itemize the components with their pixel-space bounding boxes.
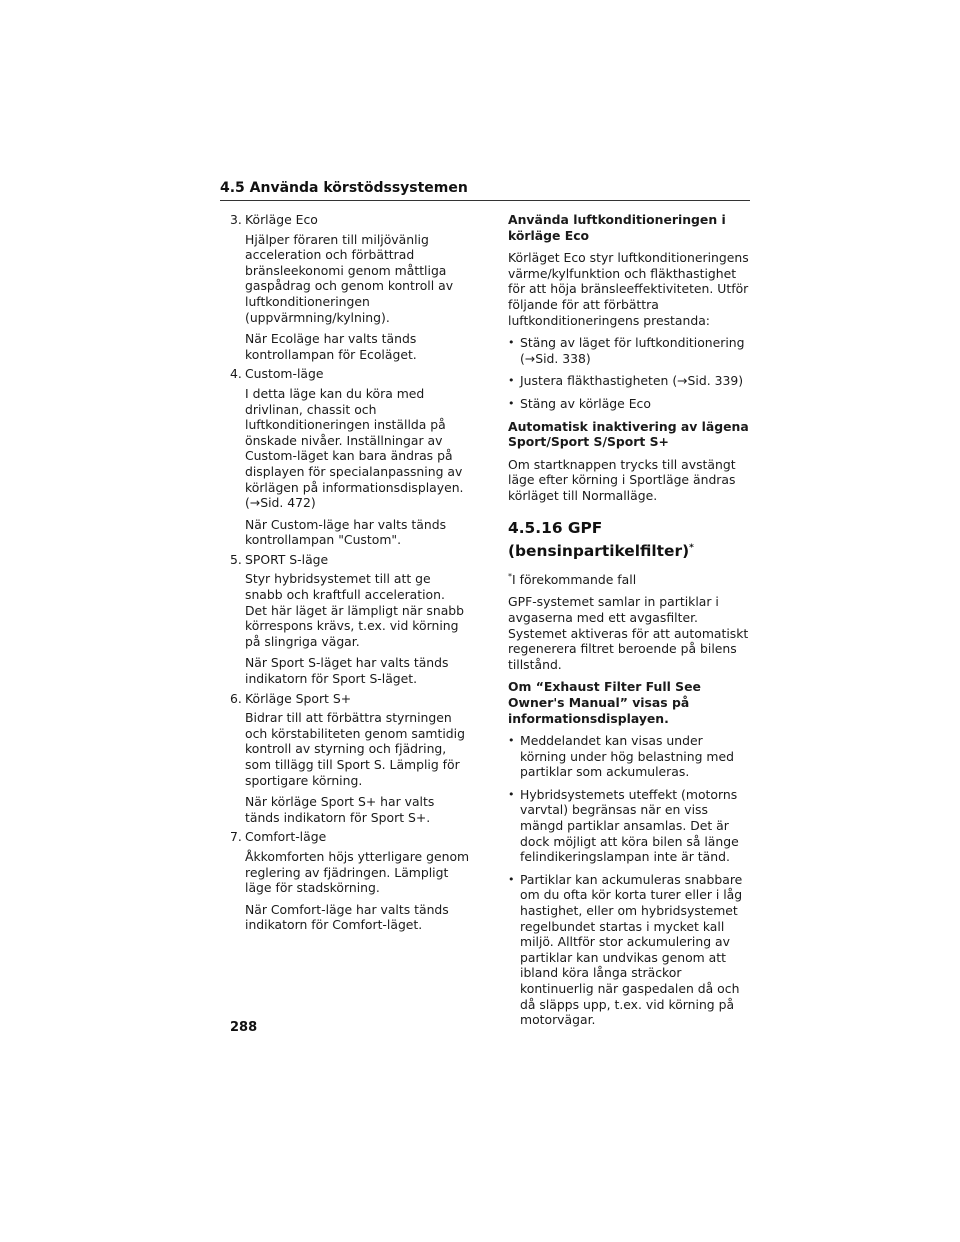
item-number: 4. <box>230 366 242 382</box>
ac-eco-text: Körläget Eco styr luftkonditioneringens värme/kylfunktion och fläkthastighet för att höja bränsleeffektiviteten. Utför följande för att förbättra luftkonditioneringens prestanda: <box>508 250 749 328</box>
gpf-description: GPF-systemet samlar in partiklar i avgaserna med ett avgasfilter. Systemet aktiveras för att automatiskt regenerera filtret beroende på bilens tillstånd. <box>508 594 749 672</box>
left-column <box>230 212 470 937</box>
list-item-title <box>230 366 470 382</box>
item-number: 5. <box>230 551 242 567</box>
item-indicator-note: När Comfort-läge har valts tänds indikatorn för Comfort-läget. <box>245 901 449 933</box>
list-item-title <box>230 552 470 568</box>
right-column <box>508 212 750 1035</box>
page-header: 4.5 Använda körstödssystemen <box>220 180 750 201</box>
item-description: Styr hybridsystemet till att ge snabb och kraftfull acceleration. Det här läget är lämpligt när snabb körrespons krävs, t.ex. vid körning på slingriga vägar. <box>245 571 465 649</box>
section-title-text: 4.5.16 GPF (bensinpartikelfilter) <box>508 518 690 560</box>
item-title: Custom-läge <box>245 366 324 382</box>
item-indicator-note: När körläge Sport S+ har valts tänds indikatorn för Sport S+. <box>245 794 435 825</box>
item-indicator-note: När Ecoläge har valts tänds kontrollampan för Ecoläget. <box>245 331 417 362</box>
item-number: 7. <box>230 829 242 845</box>
list-item-title <box>230 691 470 707</box>
item-title: Körläge Sport S+ <box>245 690 352 706</box>
item-description: Bidrar till att förbättra styrningen och körstabiliteten genom samtidig kontroll av styrning och fjädring, som tillägg till Sport S. Lämplig för sportigare körning. <box>245 710 465 788</box>
item-indicator-note: När Custom-läge har valts tänds kontrollampan "Custom". <box>245 516 447 548</box>
section-asterisk: * <box>689 542 694 553</box>
item-number: 3. <box>230 212 242 227</box>
auto-deactivation-text: Om startknappen trycks till avstängt läge efter körning i Sportläge ändras körläget till Normalläge. <box>508 456 736 503</box>
list-item: • Partiklar kan ackumuleras snabbare om du ofta kör korta turer eller i låg hastighet, eller om hybridsystemet regelbundet startas i mycket kall miljö. Alltför stor ackumulering av partiklar kan undvikas genom att ibland köra långa sträckor kontinuerlig när gaspedalen då och då släpps upp, t.ex. vid körning på motorvägar. <box>508 872 750 1028</box>
exhaust-filter-heading: Om “Exhaust Filter Full See Owner's Manual” visas på informationsdisplayen. <box>508 679 701 726</box>
footnote-asterisk: * <box>508 571 512 581</box>
item-title: Comfort-läge <box>245 829 327 845</box>
list-item: • Stäng av körläge Eco <box>508 396 750 412</box>
item-description: Åkkomforten höjs ytterligare genom reglering av fjädringen. Lämpligt läge för stadskörning. <box>245 848 470 896</box>
list-item: • Stäng av läget för luftkonditionering (→Sid. 338) <box>508 335 750 366</box>
list-item: • Justera fläkthastigheten (→Sid. 339) <box>508 373 750 389</box>
footnote-text: I förekommande fall <box>512 571 637 587</box>
availability-footnote <box>508 569 750 588</box>
list-item: • Hybridsystemets uteffekt (motorns varvtal) begränsas när en viss mängd partiklar ansamlas. Det är dock möjligt att köra bilen så länge felindikeringslampan inte är tänd. <box>508 787 750 865</box>
drive-mode-sport-s <box>230 552 470 687</box>
drive-mode-custom <box>230 366 470 548</box>
item-description: I detta läge kan du köra med drivlinan, chassit och luftkonditioneringen inställda på önskade nivåer. Inställningar av Custom-läget kan bara ändras på displayen för specialanpassning av körlägen på informationsdisplayen. (→Sid. 472) <box>245 385 464 511</box>
drive-mode-eco <box>230 212 470 362</box>
page-number: 288 <box>230 1020 258 1035</box>
list-item-title <box>230 212 470 228</box>
item-description: Hjälper föraren till miljövänlig acceleration och förbättrad bränsleekonomi genom måttliga gaspådrag och genom kontroll av luftkonditioneringen (uppvärmning/kylning). <box>245 231 454 325</box>
item-title: Körläge Eco <box>245 212 318 227</box>
drive-mode-sport-s-plus <box>230 691 470 826</box>
auto-deactivation-heading: Automatisk inaktivering av lägena Sport/Sport S/Sport S+ <box>508 418 749 450</box>
drive-mode-comfort <box>230 829 470 933</box>
item-number: 6. <box>230 690 242 706</box>
item-indicator-note: När Sport S-läget har valts tänds indikatorn för Sport S-läget. <box>245 655 449 687</box>
ac-eco-heading: Använda luftkonditioneringen i körläge Eco <box>508 212 726 243</box>
list-item-title <box>230 829 470 845</box>
item-title: SPORT S-läge <box>245 551 329 567</box>
section-title-gpf <box>508 518 750 561</box>
list-item: • Meddelandet kan visas under körning under hög belastning med partiklar som ackumuleras. <box>508 733 750 780</box>
